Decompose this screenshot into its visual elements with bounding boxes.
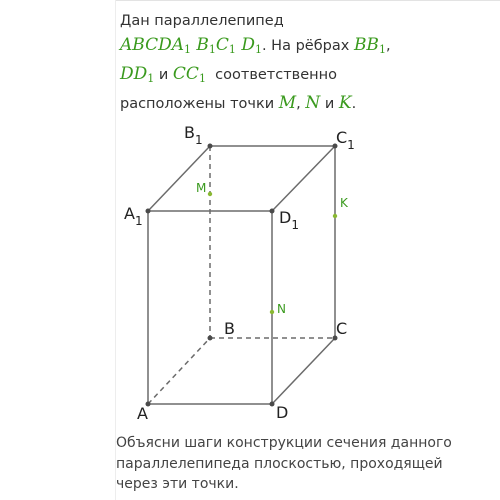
vertex-a1-dot (146, 209, 151, 214)
point-k-dot (333, 214, 337, 218)
task-line-2: параллелепипеда плоскостью, проходящей (116, 455, 443, 472)
vertex-d-label: D (276, 403, 289, 422)
edges-intro: . На рёбрах (261, 38, 350, 54)
edge-a1b1 (148, 146, 210, 211)
edge-dc (272, 338, 335, 404)
point-k-ref: K (338, 93, 352, 113)
task-line-1: Объясни шаги конструкции сечения данного (116, 435, 452, 451)
edge-c1d1 (272, 146, 335, 211)
edge-dd1: $DD_1$ (120, 64, 155, 85)
point-n-label: N (277, 302, 286, 316)
vertex-d-dot (270, 402, 275, 407)
point-m-label: M (196, 181, 207, 195)
point-n-dot (270, 310, 274, 314)
vertex-b1-label: $B_1$ (184, 123, 203, 147)
parallelepiped-name: $ABCDA_1$ $B_1C_1$ $D_1$ (120, 35, 262, 56)
edge-ab-hidden (148, 338, 210, 404)
task-line-3: через эти точки. (116, 476, 239, 492)
edge-bb1: $BB_1$ (353, 35, 386, 56)
vertex-a-label: A (137, 404, 148, 423)
point-n-ref: N (305, 93, 321, 113)
vertex-c-label: C (336, 319, 348, 338)
vertex-a1-label: $A_1$ (124, 204, 143, 228)
problem-line-4: расположены точки M, N и K. (120, 93, 357, 113)
point-m-ref: M (278, 93, 297, 113)
vertex-b1-dot (208, 144, 213, 149)
vertex-c1-label: $C_1$ (336, 128, 355, 152)
task-text (116, 433, 452, 495)
edge-cc1: $CC_1$ (172, 64, 206, 85)
vertex-b-label: B (224, 319, 235, 338)
problem-line-1: Дан параллелепипед (120, 13, 284, 29)
point-k-label: K (340, 196, 348, 210)
problem-line-3: $DD_1$ и $CC_1$ соответственно (120, 64, 337, 85)
vertex-d1-dot (270, 209, 275, 214)
problem-line-2: $ABCDA_1$ $B_1C_1$ $D_1$. На рёбрах $BB_1$, (120, 35, 391, 56)
respectively-text: соответственно (215, 67, 337, 83)
vertex-d1-label: $D_1$ (279, 208, 299, 232)
point-m-dot (208, 192, 212, 196)
vertex-b-dot (208, 336, 213, 341)
